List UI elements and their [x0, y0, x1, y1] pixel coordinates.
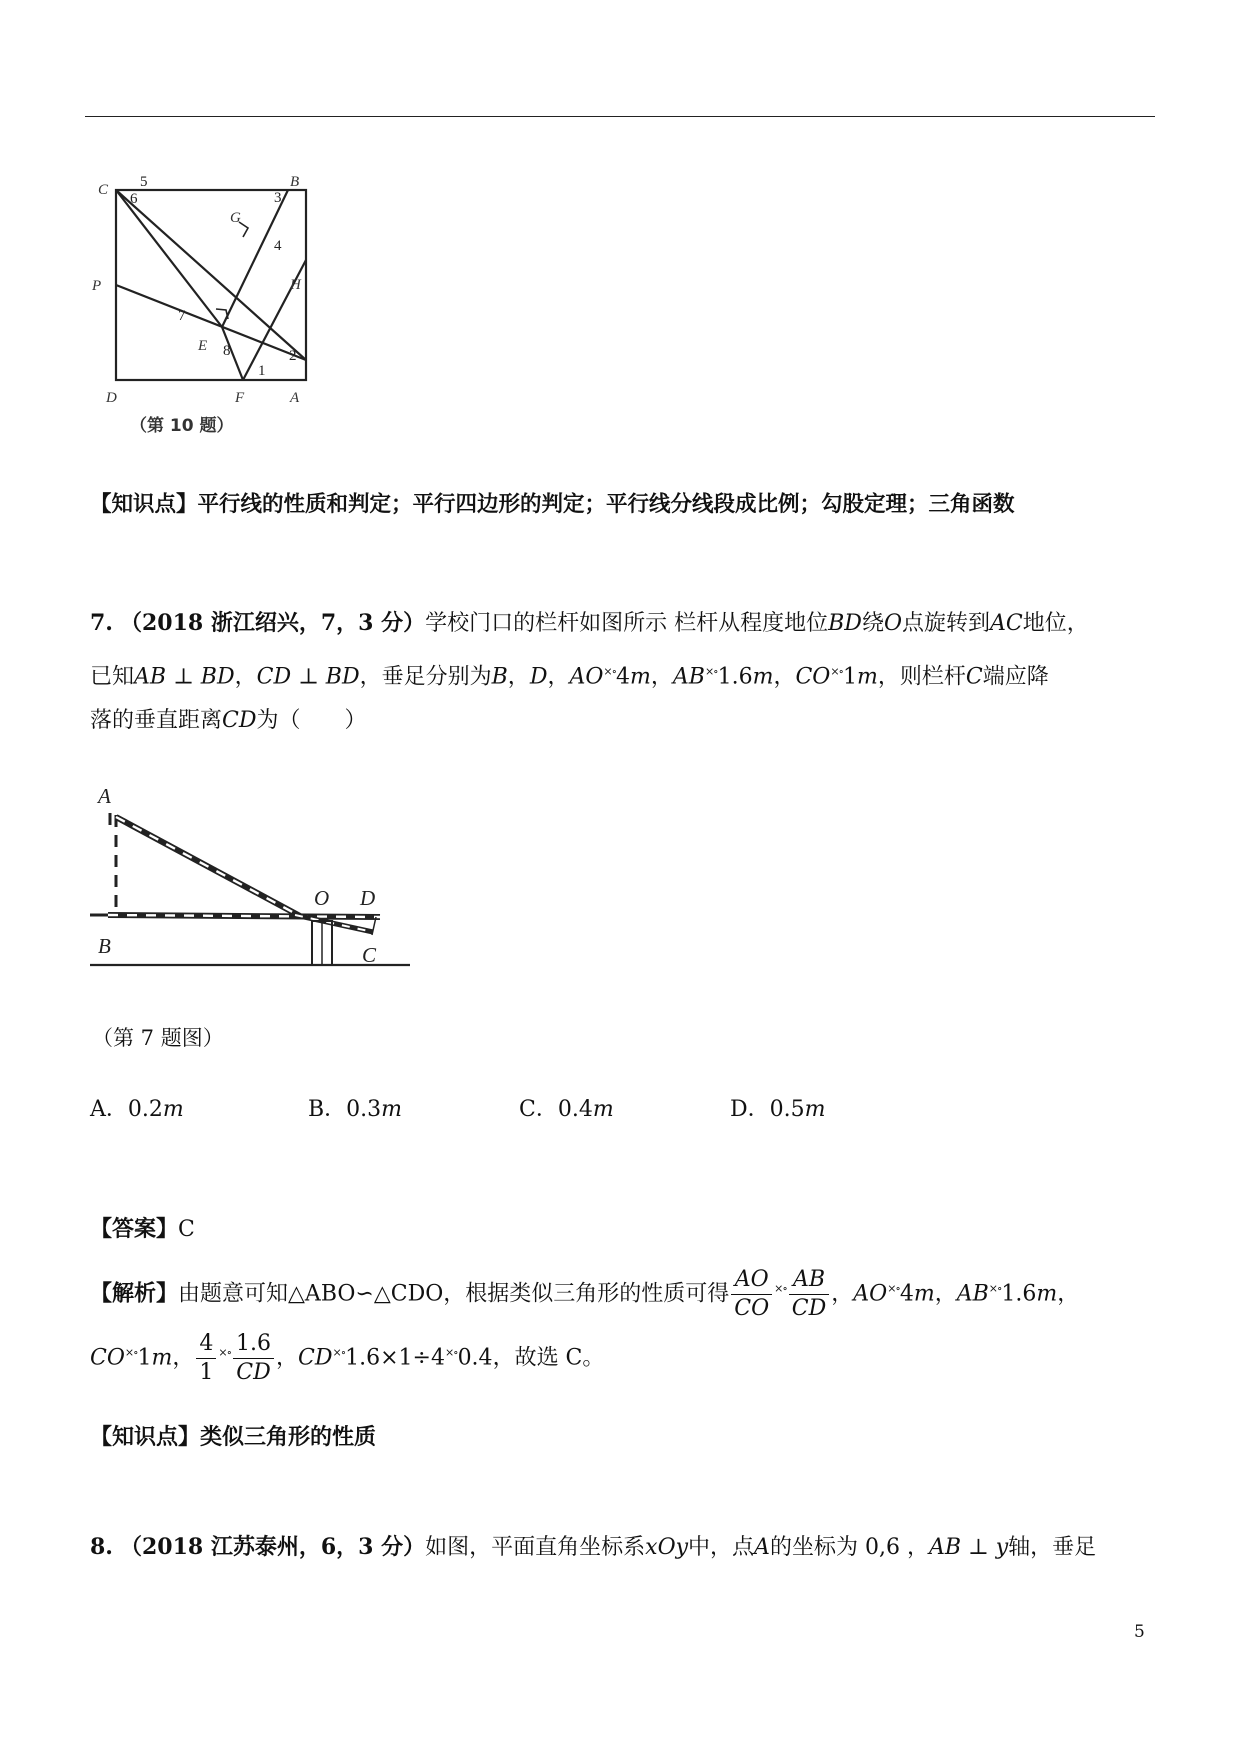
figure-caption: （第 10 题）	[130, 416, 234, 436]
knowledge-points-q7: 【知识点】类似三角形的性质	[90, 1424, 377, 1450]
label-B: B	[290, 174, 300, 190]
analysis-line-2: CO×∘1m， $\frac{4}{1}$ ×∘ $\frac{1.6}{CD}$ ，CD×∘1.6×1÷4×∘0.4，故选 C。	[90, 1331, 605, 1385]
q7-label-O: O	[314, 886, 330, 910]
q7-line-1: 7. （2018 浙江绍兴，7，3 分）学校门口的栏杆如图所示 栏杆从程度地位BD绕O点旋转到AC地位，	[90, 610, 1089, 636]
option-b[interactable]: B．0.3m	[308, 1097, 403, 1122]
q7-label-A: A	[98, 784, 111, 808]
knowledge-points-q6: 【知识点】平行线的性质和判定；平行四边形的判定；平行线分线段成比例；勾股定理；三角函数	[90, 492, 1015, 517]
analysis-line-1: 【解析】由题意可知△ABO∽△CDO，根据类似三角形的性质可得 $\frac{AO}{CO}$ ×∘ $\frac{AB}{CD}$ ，AO×∘4m，AB×∘1.6m，	[90, 1267, 1080, 1321]
label-E: E	[198, 338, 208, 354]
header-rule	[85, 116, 1155, 117]
angle-6: 6	[130, 191, 138, 207]
angle-1: 1	[258, 363, 266, 379]
q7-source: （2018 浙江绍兴，7，3 分）	[119, 610, 426, 636]
figure-q10	[90, 170, 350, 440]
angle-5: 5	[140, 174, 148, 190]
q7-line-2: 已知AB ⊥ BD，CD ⊥ BD，垂足分别为B，D，AO×∘4m，AB×∘1.6m，CO×∘1m，则栏杆C端应降	[90, 664, 1049, 690]
option-a[interactable]: A．0.2m	[90, 1097, 184, 1122]
label-F: F	[235, 390, 245, 406]
page-number: 5	[1134, 1622, 1145, 1642]
angle-7: 7	[178, 308, 186, 324]
q7-label-D: D	[360, 886, 376, 910]
label-A: A	[290, 390, 300, 406]
label-P: P	[92, 278, 102, 294]
q8-line-1: 8. （2018 江苏泰州，6，3 分）如图，平面直角坐标系xOy中，点A的坐标为 0,6 ，AB ⊥ y轴，垂足	[90, 1534, 1097, 1560]
q7-label-B: B	[98, 934, 111, 958]
option-d[interactable]: D．0.5m	[730, 1097, 826, 1122]
label-G: G	[230, 210, 241, 226]
angle-4: 4	[274, 238, 282, 254]
answer: 【答案】C	[90, 1216, 195, 1242]
label-H: H	[290, 277, 301, 293]
q7-label-C: C	[362, 943, 377, 967]
angle-3: 3	[274, 190, 282, 206]
q7-number: 7.	[90, 610, 113, 636]
label-C: C	[98, 182, 109, 198]
q7-figure-caption: （第 7 题图）	[92, 1026, 224, 1050]
label-D: D	[106, 390, 117, 406]
figure-q7	[90, 775, 420, 985]
angle-2: 2	[289, 348, 297, 364]
option-c[interactable]: C．0.4m	[519, 1097, 614, 1122]
angle-8: 8	[223, 343, 231, 359]
q7-line-3: 落的垂直距离CD为（ ）	[90, 708, 367, 733]
